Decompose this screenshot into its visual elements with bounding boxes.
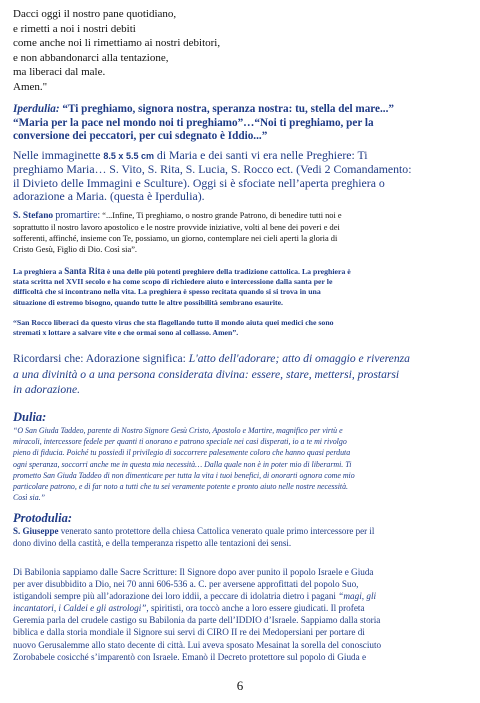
babilonia-line: biblica e dalla storia mondiale il Signore sui servi di CIRO II re dei Medopersiani per portare di [13, 627, 365, 638]
protodulia-heading: Protodulia: [13, 511, 73, 525]
dulia-prayer [13, 425, 468, 503]
prayer-block [13, 7, 468, 95]
stefano-line: sofferenti, affinché, insieme con Te, possiamo, un giorno, contemplare nei cieli aperti la gloria di [13, 234, 338, 244]
ricorda-line: in adorazione. [13, 383, 80, 397]
prayer-line: e rimetti a noi i nostri debiti [13, 22, 136, 35]
prayer-line: e non abbandonarci alla tentazione, [13, 51, 169, 64]
immaginette-text: di Maria e dei santi vi era nelle Preghiere: Ti [156, 148, 368, 162]
rocco-text: liberaci da questo virus che sta flagellando tutto il mondo aiuta quei medici che sono [53, 318, 334, 327]
babilonia-line: Di Babilonia sappiamo dalle Sacre Scritture: Il Signore dopo aver punito il popolo Israele e Giuda [13, 567, 374, 577]
babilonia-quote: incantatori, i Caldei e gli astrologi” [13, 603, 147, 614]
babilonia-line: per aver disubbidito a Dio, nei 70 anni 606-536 a. C. per aversene approfittati del popolo Suo, [13, 579, 359, 590]
babilonia-quote: “magi, gli [338, 591, 377, 602]
giuseppe-line: dono divino della castità, e della temperanza rispetto alle tentazioni dei sensi. [13, 538, 292, 548]
stefano-verb: promartire: [55, 210, 101, 221]
giuseppe-text: venerato santo protettore della chiesa Cattolica venerato quale primo intercessore per il [60, 526, 375, 536]
rita-text: è una delle più potenti preghiere della tradizione cattolica. La preghiera è [106, 267, 351, 276]
giuseppe-name: S. Giuseppe [13, 526, 59, 536]
stefano-text: “...Infine, Ti preghiamo, o nostro grande Patrono, di benedire tutti noi e [102, 211, 342, 220]
babilonia-line: Geremia parla del crudele castigo su Babilonia da parte dell’IDDIO d’Israele. Sappiamo dalla storia [13, 615, 381, 626]
dulia-line: “O San Giuda Taddeo, parente di Nostro Signore Gesù Cristo, Apostolo e Martire, magnifico per virtù e [13, 426, 343, 435]
immaginette-line: adorazione a Maria. (questa è Iperdulia). [13, 189, 205, 204]
babilonia-text: istigandoli sempre più all’adorazione dei loro iddii, a peccare di idolatria dietro i pagani [13, 591, 336, 602]
giuseppe-paragraph [13, 525, 468, 549]
stefano-label: S. Stefano [13, 211, 54, 221]
rocco-name: “San Rocco [13, 318, 52, 327]
iperdulia-quote: “Ti preghiamo, signora nostra, speranza nostra: tu, stella del mare...” [62, 103, 394, 115]
ricorda-paragraph [13, 351, 468, 398]
dulia-line: prometto San Giuda Taddeo di non dimenticare per tutta la vita i tuoi benefici, di onorarti ognora come mio [13, 470, 355, 480]
rocco-line: stremati x lottare a salvare vite e che ormai sono al collasso. Amen”. [13, 328, 239, 338]
babilonia-line: nuovo Gerusalemme allo stato decente di città. Lui aveva sposato Mesainat la sorella del conosciuto [13, 639, 382, 650]
babilonia-text: , spiritisti, ora toccò anche a loro essere giudicati. Il profeta [146, 603, 365, 614]
immaginette-paragraph [13, 149, 468, 204]
babilonia-line: Zorobabele cosicché s’imparentò con Israele. Emanò il Decreto protettore sul popolo di Giuda e [13, 651, 367, 662]
page-number: 6 [236, 678, 244, 693]
dulia-line: particolare patrono, e di far noto a tutti che tu sei veramente potente e pronto aiuto nelle nostre necessità. [13, 482, 348, 492]
dulia-line: pieno di fiducia. Poiché tu possiedi il privilegio di soccorrere palesemente coloro che hanno quasi perduta [13, 448, 351, 458]
ricorda-intro: Ricordarsi che: Adorazione significa: [13, 352, 186, 365]
rita-line: situazione di estremo bisogno, quando tutte le altre possibilità sembrano esaurite. [13, 297, 284, 307]
iperdulia-label: Iperdulia: [13, 103, 60, 115]
prayer-line: Dacci oggi il nostro pane quotidiano, [13, 8, 177, 20]
rita-line: difficoltà che si incontrano nella vita. La preghiera è spesso recitata quando si si trova in una [13, 287, 321, 297]
dulia-line: ogni speranza, soccorri anche me in questa mia necessità… Dalla quale non è in poter mio di liberarmi. Ti [13, 459, 352, 469]
iperdulia-line: “Maria per la pace nel mondo noi ti preghiamo”…“Noi ti preghiamo, per la [13, 116, 374, 129]
immaginette-intro: Nelle immaginette [13, 148, 101, 162]
dulia-line: miracoli, intercessore fedele per quanti ti onorano e patrono speciale nei casi disperati, io a te mi rivolgo [13, 437, 347, 447]
stefano-paragraph [13, 210, 468, 255]
ricorda-line: a una divinità o a una persona considerata divina: essere, stare, mettersi, prostarsi [13, 367, 400, 381]
rocco-paragraph [13, 318, 468, 338]
stefano-line: soprattutto il nostro lavoro apostolico e le nostre provvide iniziative, volti al bene dei poveri e dei [13, 223, 340, 233]
card-size: 8.5 x 5.5 cm [103, 151, 154, 161]
prayer-line: come anche noi li rimettiamo ai nostri debitori, [13, 37, 221, 50]
immaginette-line: preghiamo Maria… S. Vito, S. Rita, S. Lucia, S. Rocco ect. (Vedi 2 Comandamento: [13, 162, 412, 177]
babilonia-paragraph [13, 566, 468, 663]
stefano-line: Cristo Gesù, Figlio di Dio. Così sia”. [13, 245, 138, 255]
rita-intro: La preghiera a [13, 267, 63, 276]
rita-name: Santa Rita [64, 266, 105, 276]
ricorda-definition: L'atto dell'adorare; atto di omaggio e riverenza [188, 352, 410, 365]
dulia-heading: Dulia: [13, 410, 47, 424]
prayer-line: Amen." [13, 80, 48, 93]
iperdulia-paragraph [13, 103, 468, 144]
rita-paragraph [13, 266, 468, 308]
prayer-line: ma liberaci dal male. [13, 66, 106, 79]
immaginette-line: il Divieto delle Immagini e Sculture). Oggi si è sfociate nell’aperta preghiera o [13, 175, 385, 190]
dulia-line: Così sia.” [13, 493, 46, 503]
rita-line: stata scritta nel XVII secolo e ha come scopo di richiedere aiuto e intercessione dalla santa per le [13, 277, 333, 287]
iperdulia-line: conversione dei peccatori, per cui sdegnato è Iddio...” [13, 130, 268, 143]
